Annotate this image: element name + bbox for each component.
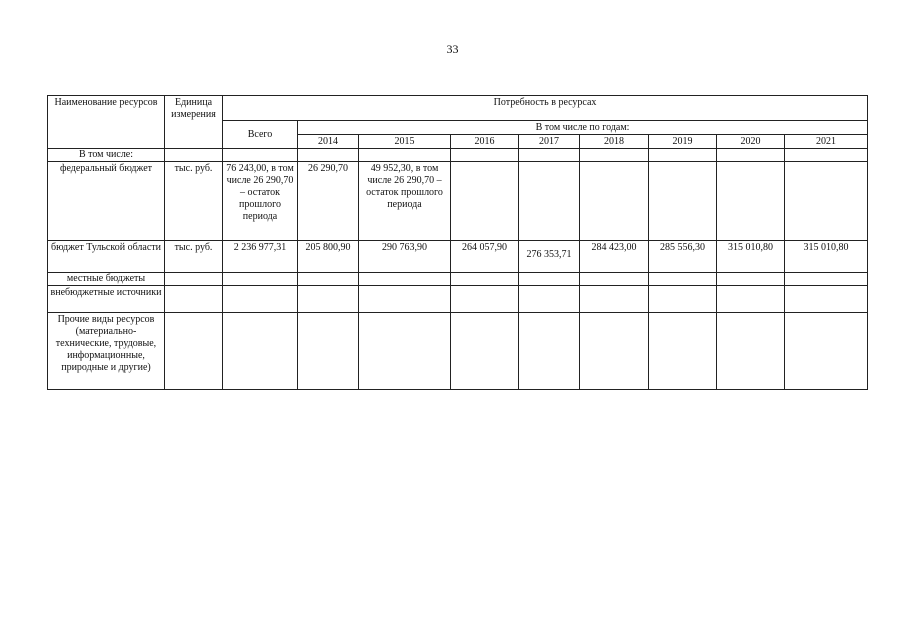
row-label: бюджет Тульской области [48,241,165,273]
cell-2014: 26 290,70 [298,162,359,241]
header-resource-need: Потребность в ресурсах [223,96,868,121]
cell-2017: 276 353,71 [519,241,580,273]
row-label: федеральный бюджет [48,162,165,241]
row-label: местные бюджеты [48,273,165,286]
cell-2020: 315 010,80 [717,241,785,273]
cell-2016: 264 057,90 [451,241,519,273]
row-unit: тыс. руб. [165,162,223,241]
row-label: Прочие виды ресурсов (материально-технические, трудовые, информационные, природные и другие) [48,313,165,390]
table-row-local-budgets [48,273,868,286]
header-year: 2014 [298,135,359,149]
header-year: 2019 [649,135,717,149]
header-resource-name: Наименование ресурсов [48,96,165,149]
cell-2018: 284 423,00 [580,241,649,273]
header-row-1 [48,96,868,121]
header-year: 2021 [785,135,868,149]
table-row-other-resources [48,313,868,390]
table-row-federal-budget [48,162,868,241]
cell-2015: 49 952,30, в том числе 26 290,70 – остаток прошлого периода [359,162,451,241]
row-label: внебюджетные источники [48,286,165,313]
resources-table [47,95,868,390]
header-year: 2015 [359,135,451,149]
header-year: 2018 [580,135,649,149]
header-total: Всего [223,121,298,149]
cell-total: 76 243,00, в том числе 26 290,70 – остаток прошлого периода [223,162,298,241]
header-unit: Единица измерения [165,96,223,149]
row-unit: тыс. руб. [165,241,223,273]
cell-2019: 285 556,30 [649,241,717,273]
header-by-years: В том числе по годам: [298,121,868,135]
cell-total: 2 236 977,31 [223,241,298,273]
header-year: 2017 [519,135,580,149]
table-row-including [48,149,868,162]
cell-2021: 315 010,80 [785,241,868,273]
cell-2015: 290 763,90 [359,241,451,273]
header-year: 2016 [451,135,519,149]
cell-2014: 205 800,90 [298,241,359,273]
page-number: 33 [446,42,459,56]
header-year: 2020 [717,135,785,149]
table-row-extrabudgetary [48,286,868,313]
table-row-tula-budget [48,241,868,273]
row-label: В том числе: [48,149,165,162]
